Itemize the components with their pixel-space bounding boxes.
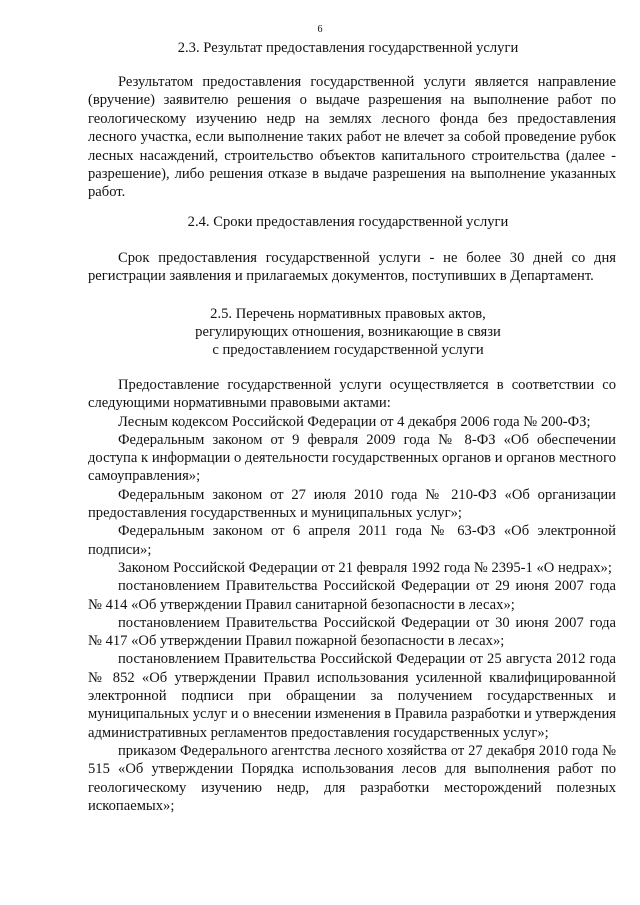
legal-act-item: Законом Российской Федерации от 21 февраля 1992 года № 2395-1 «О недрах»; [118, 559, 612, 576]
legal-act-item: постановлением Правительства Российской Федерации от 29 июня 2007 года № 414 «Об утверждении Правил санитарной безопасности в лесах»; [88, 578, 616, 613]
legal-act-item: постановлением Правительства Российской Федерации от 30 июня 2007 года № 417 «Об утверждении Правил пожарной безопасности в лесах»; [88, 614, 616, 650]
legal-act-item: Лесным кодексом Российской Федерации от 4 декабря 2006 года № 200-ФЗ; [118, 413, 591, 430]
legal-act-item: Федеральным законом от 6 апреля 2011 года № 63-ФЗ «Об электронной подписи»; [88, 523, 616, 558]
legal-acts-list [88, 376, 616, 815]
legal-act-item: приказом Федерального агентства лесного хозяйства от 27 декабря 2010 года № 515 «Об утверждении Порядка использования лесов для выполнения работ по геологическому изучению недр, для разработки месторождений полезных ископаемых»; [88, 742, 616, 814]
legal-act-item: постановлением Правительства Российской Федерации от 25 августа 2012 года № 852 «Об утверждении Правил использования усиленной квалифицированной электронной подписи при обращении за получением государственных и муниципальных услуг и о внесении изменения в Правила разработки и утверждения административных регламентов предоставления государственных услуг»; [88, 651, 616, 741]
section-2-3-text: Результатом предоставления государственной услуги является направление (вручение) заявителю решения о выдаче разрешения на выполнение работ по геологическому изучению недр на землях лесного фонда без предоставления лесного участка, если выполнение таких работ не влечет за собой проведение рубок лесных насаждений, строительство объектов капитального строительства (далее - разрешение), либо решения отказе в выдаче разрешения на выполнение указанных работ. [88, 74, 616, 201]
section-2-5-intro: Предоставление государственной услуги осуществляется в соответствии со следующими нормативными правовыми актами: [88, 377, 616, 412]
legal-act-item: Федеральным законом от 9 февраля 2009 года № 8-ФЗ «Об обеспечении доступа к информации о деятельности государственных органов и органов местного самоуправления»; [88, 431, 616, 485]
section-2-3-heading: 2.3. Результат предоставления государственной услуги [177, 40, 519, 56]
page-number: 6 [317, 24, 323, 35]
section-2-4-text: Срок предоставления государственной услуги - не более 30 дней со дня регистрации заявления и прилагаемых документов, поступивших в Департамент. [88, 250, 616, 285]
section-2-4-heading: 2.4. Сроки предоставления государственной услуги [187, 214, 509, 230]
section-2-5-heading-line-2: регулирующих отношения, возникающие в связи [195, 324, 501, 340]
section-2-5-heading [88, 305, 608, 359]
section-2-5-heading-line-3: с предоставлением государственной услуги [212, 342, 484, 358]
section-2-5-heading-line-1: 2.5. Перечень нормативных правовых актов, [210, 306, 486, 322]
legal-act-item: Федеральным законом от 27 июля 2010 года № 210-ФЗ «Об организации предоставления государственных и муниципальных услуг»; [88, 486, 616, 522]
